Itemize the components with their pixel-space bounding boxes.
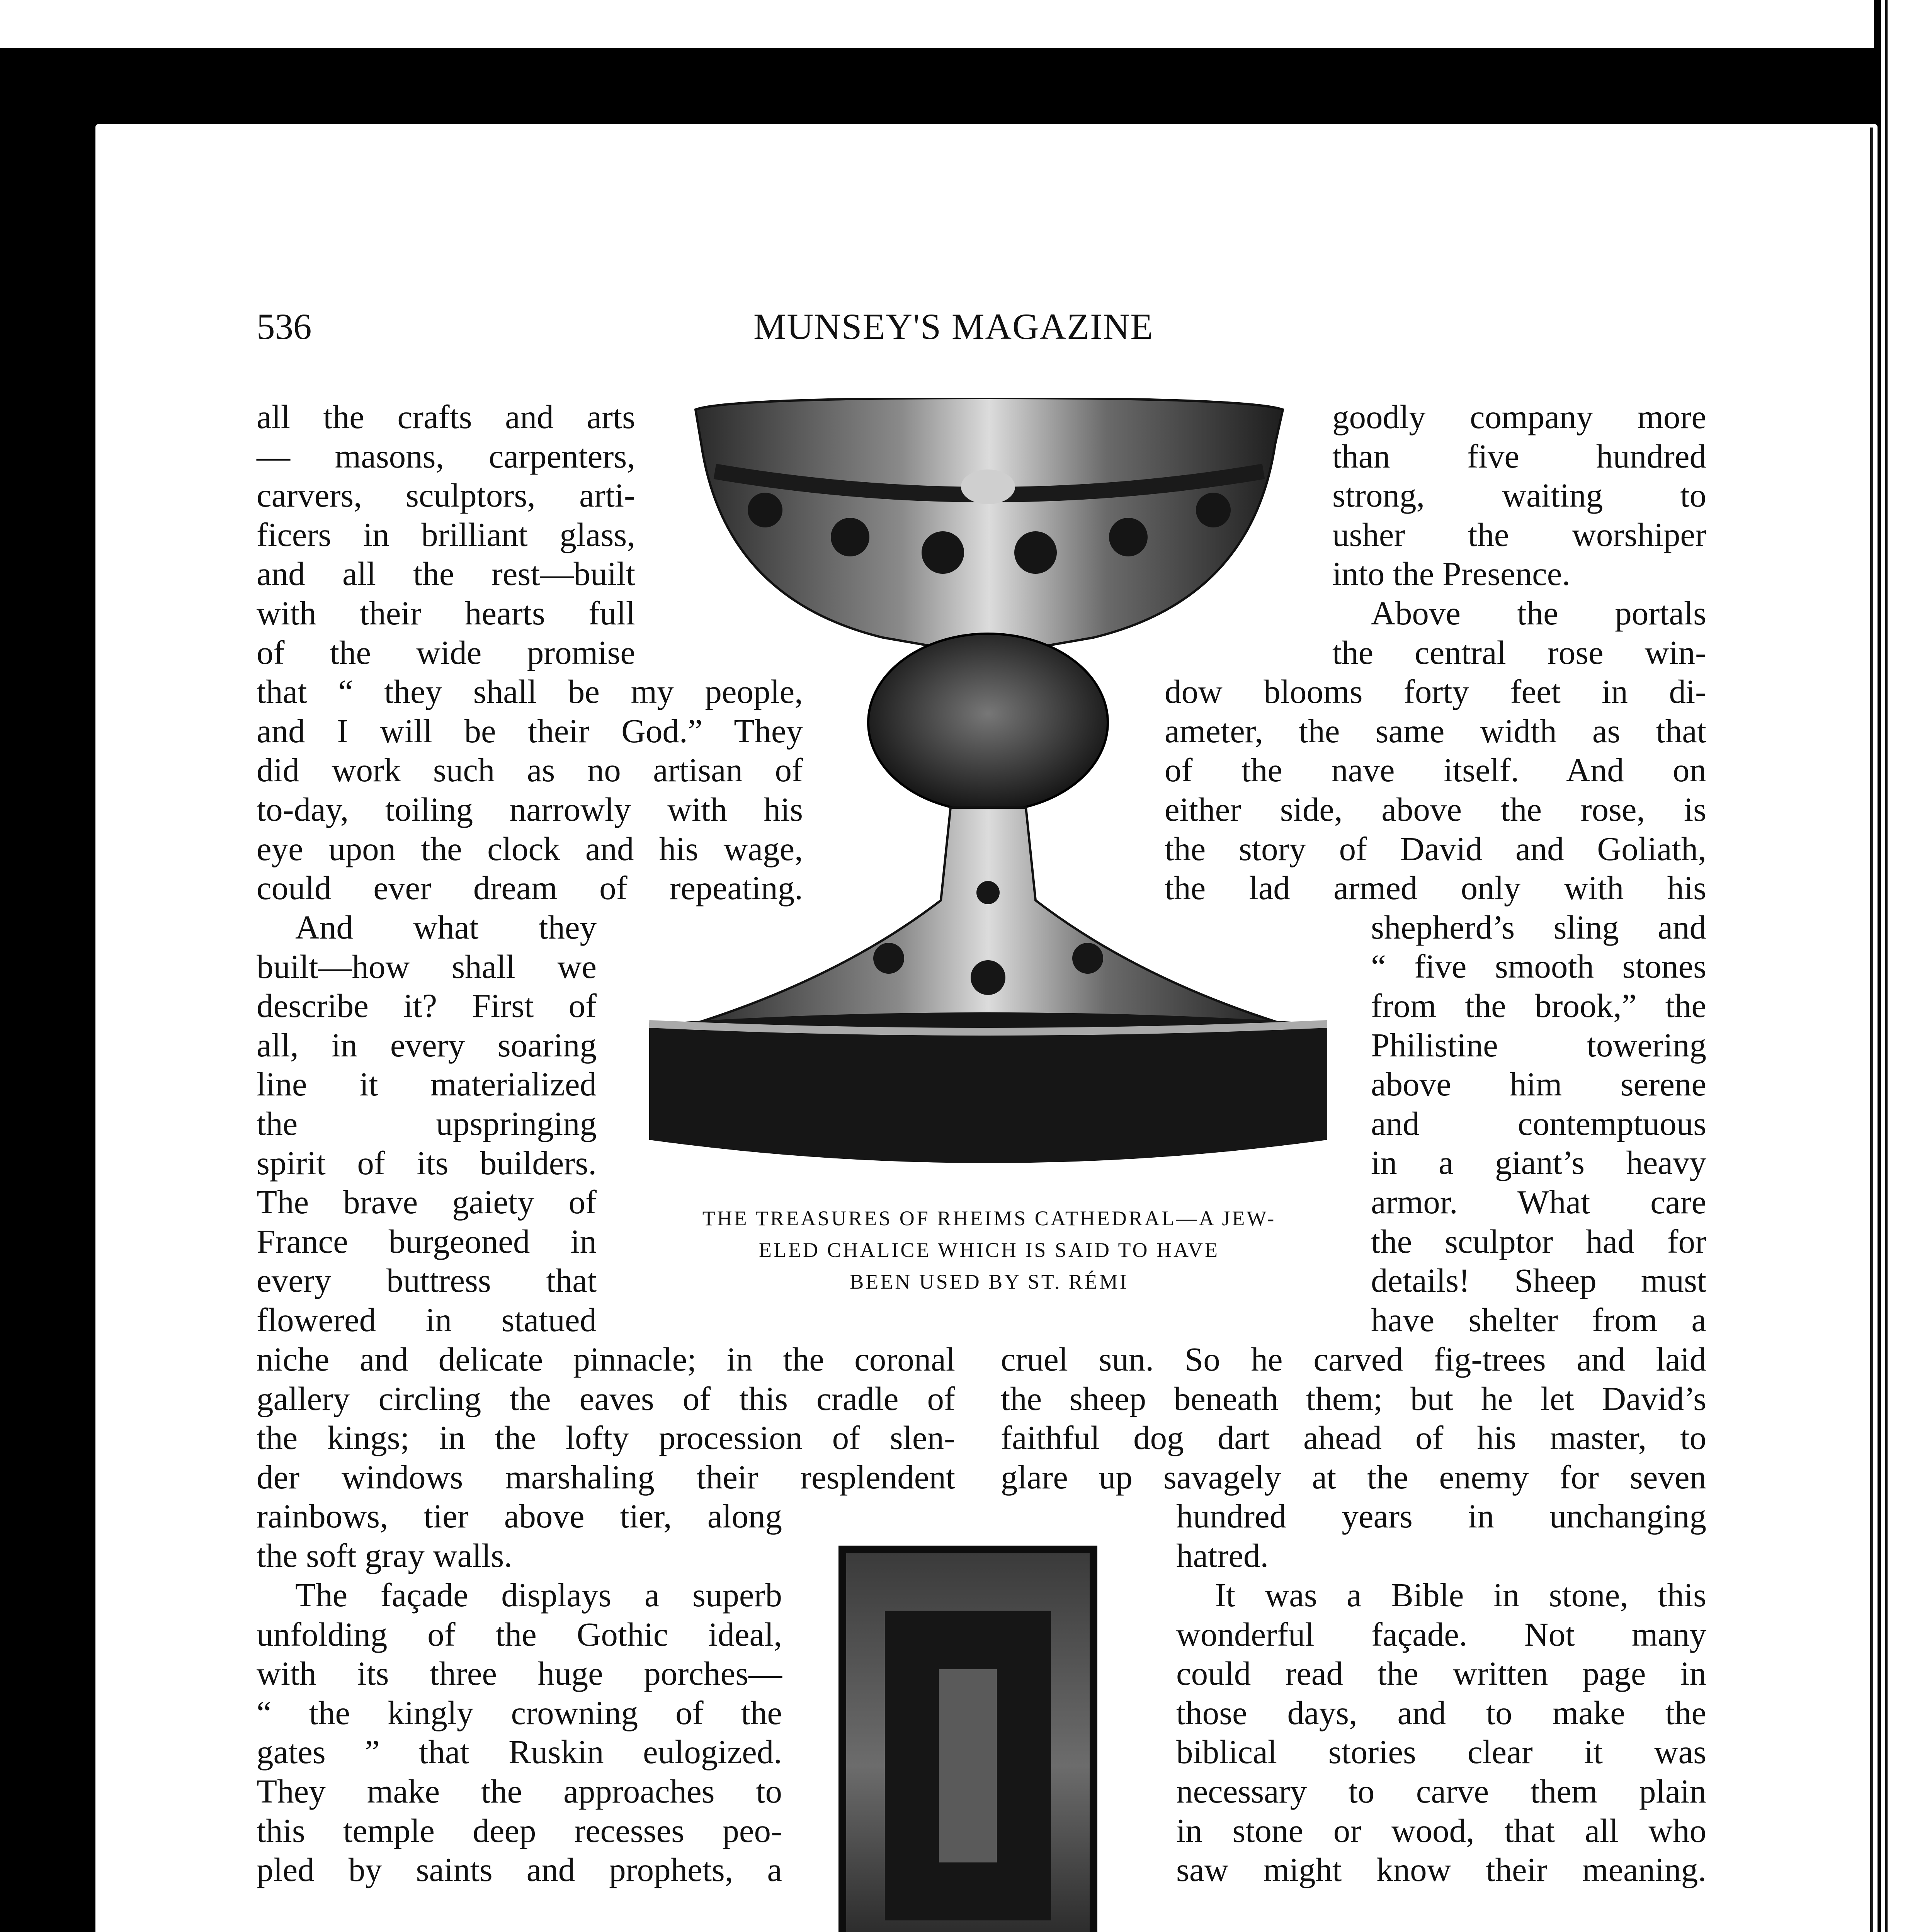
text-line: spirit of its builders. (257, 1144, 597, 1182)
text-line: And what they (295, 908, 597, 946)
text-line: wonderful façade. Not many (1176, 1615, 1706, 1653)
next-page-edge (1881, 0, 1932, 1932)
text-line: of the nave itself. And on (1165, 751, 1706, 789)
text-line: pled by saints and prophets, a (257, 1851, 782, 1889)
text-line: either side, above the rose, is (1165, 790, 1706, 828)
text-line: in a giant’s heavy (1371, 1144, 1706, 1182)
text-line: hatred. (1176, 1536, 1269, 1574)
text-line: gallery circling the eaves of this cradle of (257, 1379, 955, 1417)
page-fold-line (1885, 0, 1888, 1932)
text-line: necessary to carve them plain (1176, 1772, 1706, 1810)
article-block-3 (257, 1340, 955, 1575)
text-line: could ever dream of repeating. (257, 869, 803, 907)
text-line: der windows marshaling their resplendent (257, 1458, 955, 1496)
text-line: the upspringing (257, 1104, 597, 1142)
text-line: the lad armed only with his (1165, 869, 1706, 907)
text-line: the sheep beneath them; but he let David’s (1001, 1379, 1706, 1417)
text-line: hundred years in unchanging (1176, 1497, 1706, 1535)
text-line: The façade displays a superb (295, 1576, 782, 1614)
caption-line: BEEN USED BY ST. RÉMI (850, 1270, 1129, 1293)
text-line: goodly company more (1332, 398, 1706, 435)
text-line: Philistine towering (1371, 1026, 1706, 1064)
text-line: gates ” that Ruskin eulogized. (257, 1733, 782, 1771)
text-line: ficers in brilliant glass, (257, 515, 635, 553)
text-line: did work such as no artisan of (257, 751, 803, 789)
text-line: saw might know their meaning. (1176, 1851, 1706, 1889)
text-line: could read the written page in (1176, 1655, 1706, 1692)
text-line: “ the kingly crowning of the (257, 1694, 782, 1731)
text-line: have shelter from a (1371, 1301, 1706, 1338)
text-line: rainbows, tier above tier, along (257, 1497, 782, 1535)
text-line: the kings; in the lofty procession of slen- (257, 1419, 955, 1457)
text-line: to-day, toiling narrowly with his (257, 790, 803, 828)
text-line: glare up savagely at the enemy for seven (1001, 1458, 1706, 1496)
text-line: built—how shall we (257, 947, 597, 985)
text-line: armor. What care (1371, 1183, 1706, 1221)
text-line: from the brook,” the (1371, 986, 1706, 1024)
text-line: unfolding of the Gothic ideal, (257, 1615, 782, 1653)
text-line: all, in every soaring (257, 1026, 597, 1064)
chalice-caption (622, 1202, 1356, 1298)
text-line: shepherd’s sling and (1371, 908, 1706, 946)
text-line: usher the worshiper (1332, 515, 1706, 553)
text-line: of the wide promise (257, 633, 635, 671)
text-line: the story of David and Goliath, (1165, 830, 1706, 867)
text-line: eye upon the clock and his wage, (257, 830, 803, 867)
text-line: every buttress that (257, 1262, 597, 1299)
text-line: in stone or wood, that all who (1176, 1811, 1706, 1849)
text-line: than five hundred (1332, 437, 1706, 475)
text-line: strong, waiting to (1332, 476, 1706, 514)
caption-line: ELED CHALICE WHICH IS SAID TO HAVE (759, 1238, 1219, 1262)
gutter-shadow (1870, 128, 1873, 1932)
text-line: biblical stories clear it was (1176, 1733, 1706, 1771)
text-line: niche and delicate pinnacle; in the coronal (257, 1340, 955, 1378)
text-line: and all the rest—built (257, 555, 635, 593)
article-block-2 (257, 908, 597, 1340)
text-line: They make the approaches to (257, 1772, 782, 1810)
text-line: faithful dog dart ahead of his master, to (1001, 1419, 1706, 1457)
text-line: that “ they shall be my people, (257, 673, 803, 711)
text-line: describe it? First of (257, 987, 597, 1025)
text-line: above him serene (1371, 1065, 1706, 1103)
text-line: France burgeoned in (257, 1222, 597, 1260)
text-line: flowered in statued (257, 1301, 597, 1338)
text-line: dow blooms forty feet in di- (1165, 673, 1706, 711)
article-block-7 (1001, 1340, 1706, 1575)
text-line: the central rose win- (1332, 633, 1706, 671)
text-line: It was a Bible in stone, this (1215, 1576, 1706, 1614)
text-line: carvers, sculptors, arti- (257, 476, 635, 514)
text-line: with their hearts full (257, 594, 635, 632)
text-line: details! Sheep must (1371, 1262, 1706, 1299)
text-line: line it materialized (257, 1065, 597, 1103)
text-line: “ five smooth stones (1371, 947, 1706, 985)
page-top-margin (0, 0, 1874, 48)
text-line: The brave gaiety of (257, 1183, 597, 1221)
text-line: with its three huge porches— (257, 1655, 782, 1692)
page-number: 536 (257, 306, 312, 347)
chalice-photo (649, 398, 1327, 1186)
text-line: — masons, carpenters, (257, 437, 635, 475)
article-block-5 (1332, 397, 1706, 594)
text-line: those days, and to make the (1176, 1694, 1706, 1731)
text-line: and I will be their God.” They (257, 712, 803, 750)
text-line: the sculptor had for (1371, 1222, 1706, 1260)
text-line: and contemptuous (1371, 1104, 1706, 1142)
reliquary-photo (251, 1546, 1719, 1932)
magazine-title: MUNSEY'S MAGAZINE (753, 306, 1154, 347)
text-line: this temple deep recesses peo- (257, 1811, 782, 1849)
text-line: the soft gray walls. (257, 1536, 513, 1574)
caption-line: THE TREASURES OF RHEIMS CATHEDRAL—A JEW- (702, 1207, 1276, 1230)
text-line: cruel sun. So he carved fig-trees and laid (1001, 1340, 1706, 1378)
text-line: ameter, the same width as that (1165, 712, 1706, 750)
text-line: Above the portals (1371, 594, 1706, 632)
text-line: into the Presence. (1332, 555, 1571, 593)
text-line: all the crafts and arts (257, 398, 635, 435)
